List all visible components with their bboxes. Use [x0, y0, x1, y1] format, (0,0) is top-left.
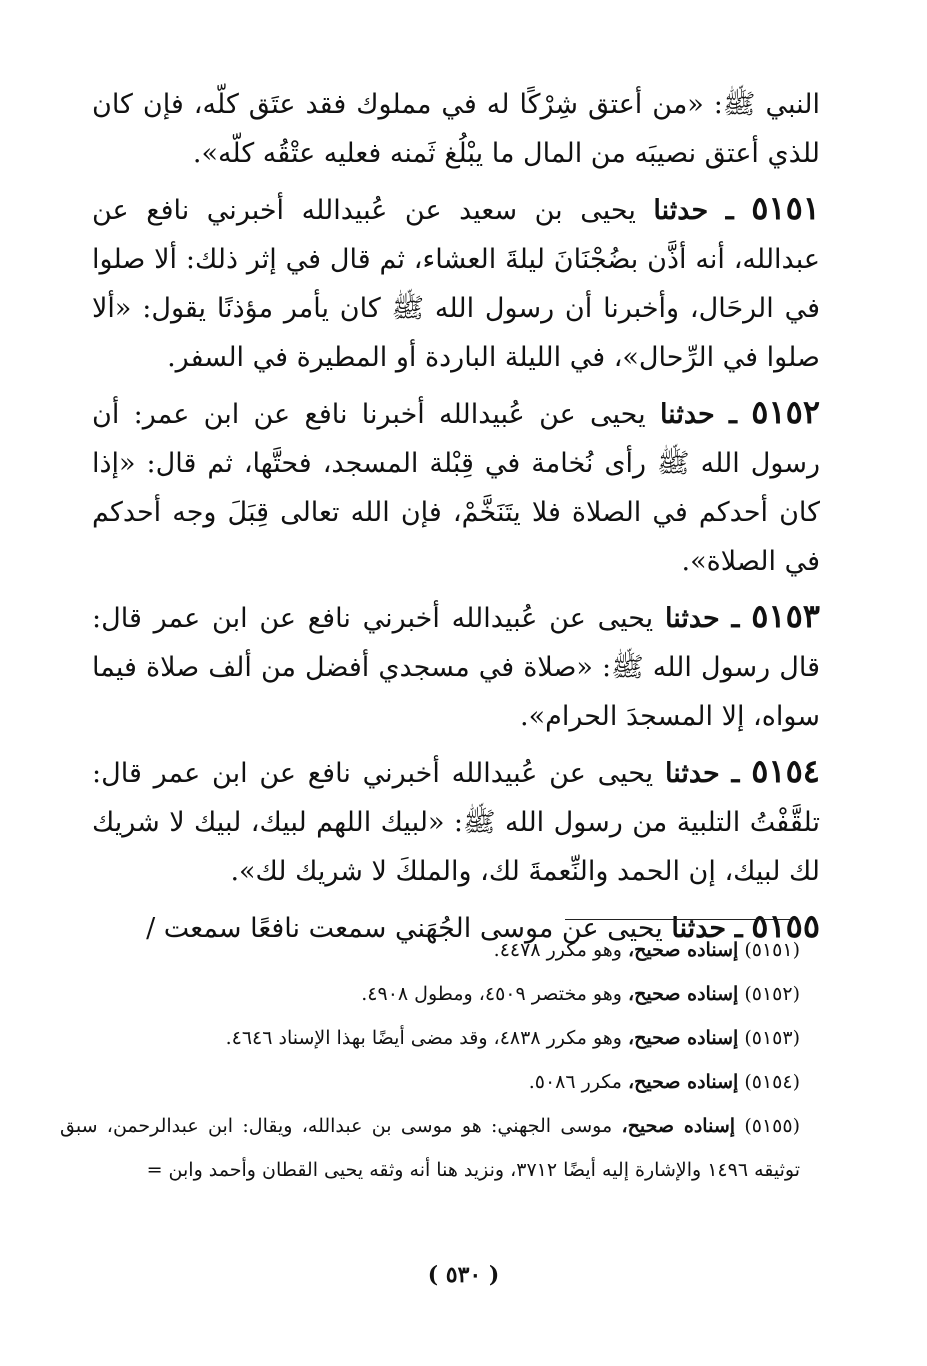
haddathana-label: حدثنا: [664, 758, 720, 789]
hadith-text: يحيى بن سعيد عن عُبيدالله أخبرني نافع عن عبدالله، أنه أذَّن بضُجْنَانَ ليلةَ العشاء، ثم قال في إثر ذلك: ألا صلوا في الرحَال، وأخبرنا أن رسول الله ﷺ كان يأمر مؤذنًا يقول: «ألا صلوا في الرِّحال»، في الليلة الباردة أو المطيرة في السفر.: [92, 195, 820, 373]
footnote-grade: إسناده صحيح،: [628, 939, 739, 961]
intro-paragraph: [92, 80, 820, 178]
hadith-dash: ـ: [725, 195, 734, 226]
footnote-divider: [565, 919, 797, 920]
footnote-5155: [60, 1104, 800, 1192]
footnote-5153: [60, 1016, 800, 1060]
page-number: ( ٥٣٠ ): [427, 1262, 500, 1288]
hadith-number: ٥١٥٤: [751, 752, 820, 790]
footnote-text: وهو مكرر ٤٤٧٨.: [493, 939, 622, 961]
footnote-ref: (٥١٥١): [744, 939, 800, 961]
hadith-text: يحيى عن عُبيدالله أخبرني نافع عن ابن عمر قال: قال رسول الله ﷺ: «صلاة في مسجدي أفضل من ألف صلاة فيما سواه، إلا المسجدَ الحرام».: [92, 603, 820, 732]
hadith-5151: [92, 184, 820, 382]
footnotes: [60, 928, 800, 1192]
intro-text: النبي ﷺ: «من أعتق شِرْكًا له في مملوك فقد عتَق كلّه، فإن كان للذي أعتق نصيبَه من المال ما يبْلُغ ثَمنه فعليه عتْقُه كلّه».: [92, 89, 820, 169]
footnote-grade: إسناده صحيح،: [628, 983, 739, 1005]
hadith-5152: [92, 388, 820, 586]
footnote-grade: إسناده صحيح،: [621, 1115, 736, 1137]
hadith-dash: ـ: [734, 913, 743, 944]
haddathana-label: حدثنا: [653, 195, 709, 226]
haddathana-label: حدثنا: [664, 603, 720, 634]
footnote-grade: إسناده صحيح،: [628, 1027, 739, 1049]
footnote-5154: [60, 1060, 800, 1104]
hadith-text: يحيى عن عُبيدالله أخبرني نافع عن ابن عمر قال: تلقَّفْتُ التلبية من رسول الله ﷺ: «لبيك اللهم لبيك، لبيك لا شريك لك لبيك، إن الحمد والنِّعمةَ لك، والملكَ لا شريك لك».: [92, 758, 820, 887]
hadith-text: يحيى عن عُبيدالله أخبرنا نافع عن ابن عمر: أن رسول الله ﷺ رأى نُخامة في قِبْلة المسجد، فحتَّها، ثم قال: «إذا كان أحدكم في الصلاة فلا يتَنَخَّمْ، فإن الله تعالى قِبَلَ وجه أحدكم في الصلاة».: [92, 399, 820, 577]
footnote-ref: (٥١٥٢): [744, 983, 800, 1005]
hadith-5154: [92, 747, 820, 896]
hadith-5153: [92, 592, 820, 741]
footnote-text: مكرر ٥٠٨٦.: [528, 1071, 622, 1093]
hadith-number: ٥١٥١: [751, 189, 820, 227]
footnote-5152: [60, 972, 800, 1016]
footnote-grade: إسناده صحيح،: [628, 1071, 739, 1093]
footnote-ref: (٥١٥٣): [744, 1027, 800, 1049]
footnote-5151: [60, 928, 800, 972]
footnote-ref: (٥١٥٤): [744, 1071, 800, 1093]
footnote-text: وهو مكرر ٤٨٣٨، وقد مضى أيضًا بهذا الإسناد ٤٦٤٦.: [225, 1027, 622, 1049]
footnote-text: موسى الجهني: هو موسى بن عبدالله، ويقال: ابن عبدالرحمن، سبق توثيقه ١٤٩٦ والإشارة إليه أيضًا ٣٧١٢، ونزيد هنا أنه وثقه يحيى القطان وأحمد وابن =: [60, 1115, 800, 1181]
hadith-text: يحيى عن موسى الجُهَني سمعت نافعًا سمعت /: [146, 913, 663, 944]
haddathana-label: حدثنا: [659, 399, 715, 430]
hadith-dash: ـ: [729, 399, 737, 430]
main-text: [92, 80, 820, 959]
footnote-text: وهو مختصر ٤٥٠٩، ومطول ٤٩٠٨.: [361, 983, 622, 1005]
hadith-dash: ـ: [731, 758, 740, 789]
haddathana-label: حدثنا: [671, 913, 727, 944]
hadith-number: ٥١٥٢: [751, 393, 821, 431]
hadith-dash: ـ: [731, 603, 740, 634]
footnote-ref: (٥١٥٥): [744, 1115, 800, 1137]
hadith-number: ٥١٥٥: [751, 907, 820, 945]
hadith-number: ٥١٥٣: [751, 597, 820, 635]
